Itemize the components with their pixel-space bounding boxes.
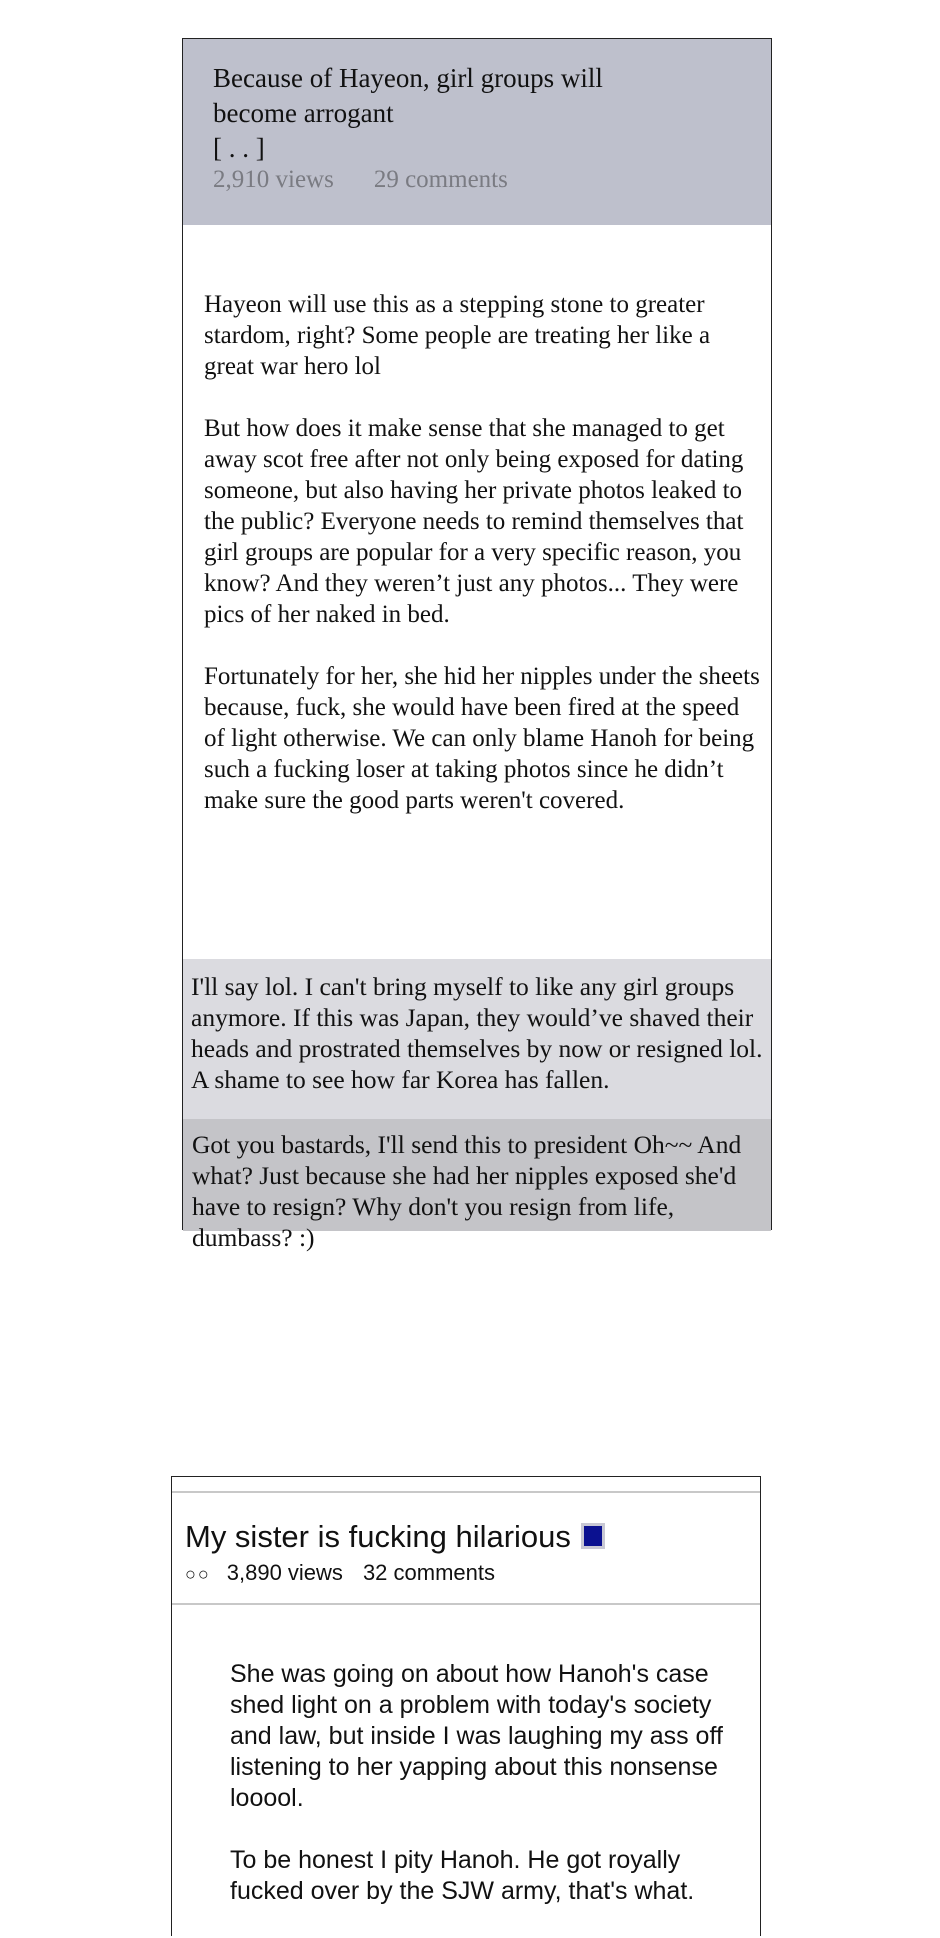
- post-title-ellipsis: [ . . ]: [213, 133, 265, 163]
- post-body: [230, 1659, 730, 1938]
- post-header: [183, 39, 771, 225]
- post-title[interactable]: Because of Hayeon, girl groups will become arrogant: [213, 63, 603, 128]
- post-paragraph: Hayeon will use this as a stepping stone to greater stardom, right? Some people are treating her like a great war hero lol: [204, 291, 711, 380]
- view-count: 3,890 views: [226, 1560, 343, 1585]
- post-paragraph: She was going on about how Hanoh's case shed light on a problem with today's society and law, but inside I was laughing my ass off listening to her yapping about this nonsense looool.: [230, 1660, 723, 1812]
- divider: [172, 1491, 760, 1493]
- post-paragraph: But how does it make sense that she managed to get away scot free after not only being exposed for dating someone, but also having her private photos leaked to the public? Everyone needs to remind themselves that girl groups are popular for a very specific reason, you know? And they weren’t just any photos... They were pics of her naked in bed.: [204, 415, 744, 628]
- comment-item: Got you bastards, I'll send this to president Oh~~ And what? Just because she had her nipples exposed she'd have to resign? Why don't you resign from life, dumbass? :): [183, 1119, 771, 1231]
- rating-dots: ○○: [185, 1564, 211, 1584]
- comment-item: I'll say lol. I can't bring myself to like any girl groups anymore. If this was Japan, they would’ve shaved their heads and prostrated themselves by now or resigned lol. A shame to see how far Korea has fallen.: [183, 959, 771, 1119]
- post-card-1: [182, 38, 772, 1252]
- divider: [172, 1603, 760, 1605]
- post-paragraph: Fortunately for her, she hid her nipples under the sheets because, fuck, she would have been fired at the speed of light otherwise. We can only blame Hanoh for being such a fucking loser at taking photos since he didn’t make sure the good parts weren't covered.: [204, 663, 760, 814]
- post-body: [204, 289, 762, 847]
- post-meta: [213, 165, 508, 195]
- post-card-2: [171, 1476, 761, 1936]
- post-meta: [185, 1559, 495, 1588]
- post-title[interactable]: My sister is fucking hilarious: [185, 1519, 571, 1554]
- comment-count[interactable]: 32 comments: [362, 1560, 495, 1585]
- post-paragraph: To be honest I pity Hanoh. He got royally fucked over by the SJW army, that's what.: [230, 1846, 695, 1905]
- view-count: 2,910 views: [213, 166, 334, 193]
- comment-count[interactable]: 29 comments: [373, 166, 508, 193]
- new-post-badge-icon: [581, 1523, 605, 1549]
- post-title-row: [185, 1517, 605, 1557]
